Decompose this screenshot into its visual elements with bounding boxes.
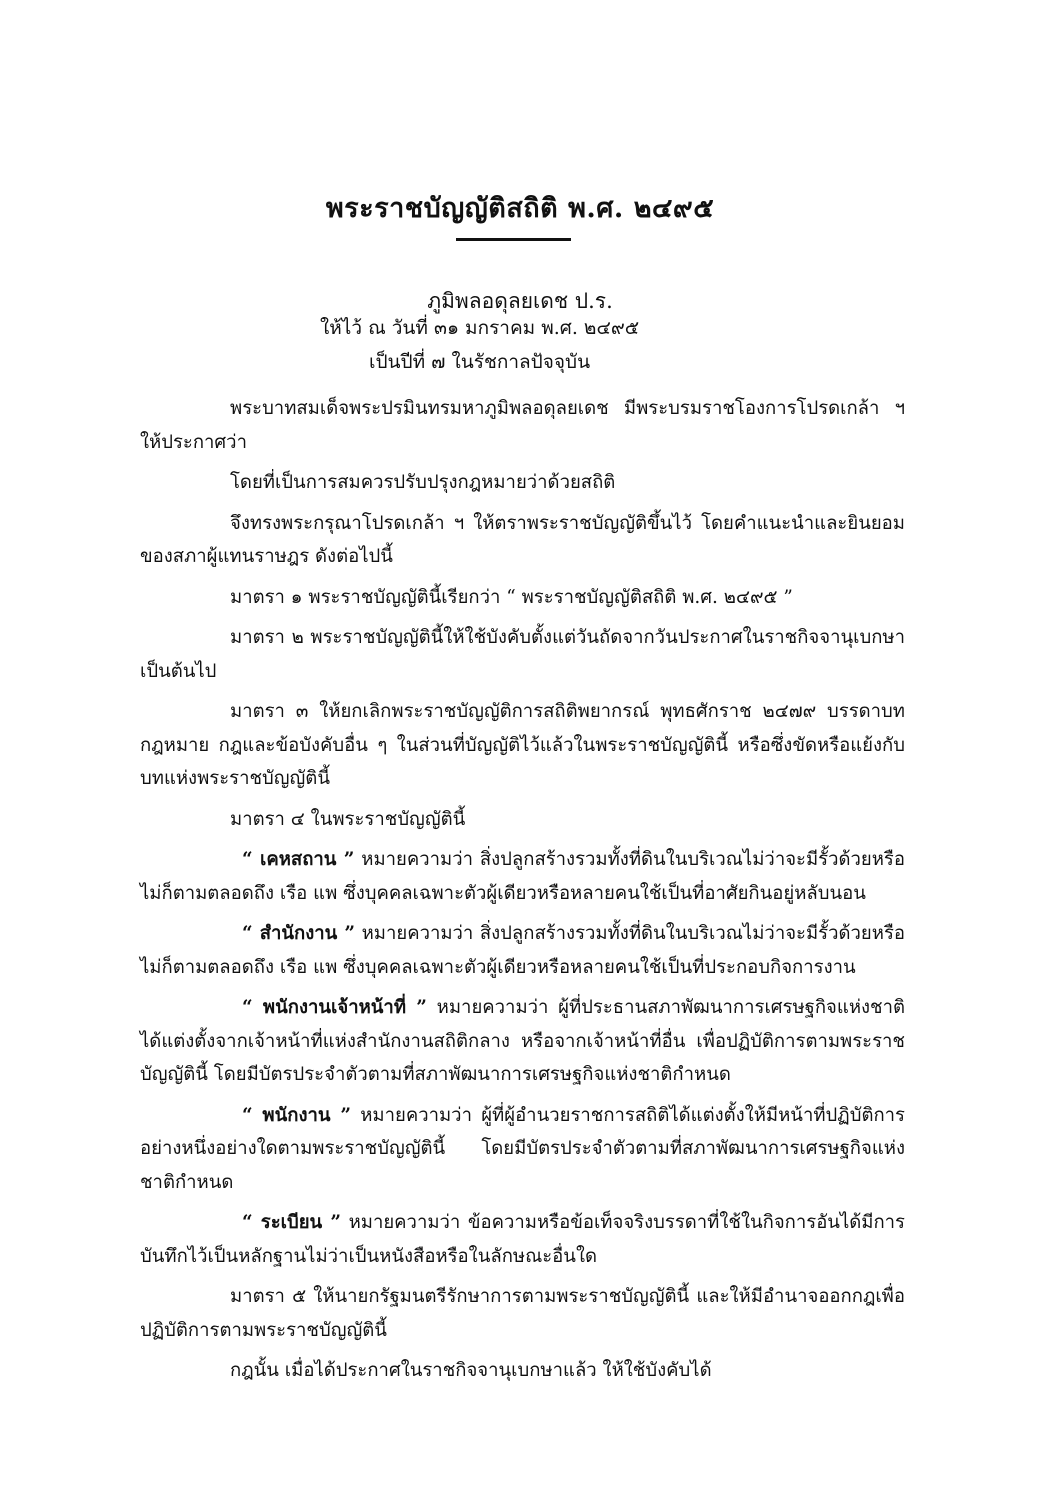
royal-signature: ภูมิพลอดุลยเดช ป.ร. xyxy=(427,289,613,313)
definition-competent-official xyxy=(140,991,905,1092)
definition-office xyxy=(140,917,905,984)
section-4: มาตรา ๔ ในพระราชบัญญัตินี้ xyxy=(230,808,466,830)
definition-term: “ เคหสถาน ” xyxy=(242,849,355,870)
definition-officer xyxy=(140,1099,905,1200)
section-5-rules: กฎนั้น เมื่อได้ประกาศในราชกิจจานุเบกษาแล้ว ให้ใช้บังคับได้ xyxy=(230,1360,712,1381)
definition-term: “ สำนักงาน ” xyxy=(242,923,356,944)
section-2: มาตรา ๒ พระราชบัญญัตินี้ให้ใช้บังคับตั้งแต่วันถัดจากวันประกาศในราชกิจจานุเบกษาเป็นต้นไป xyxy=(140,627,905,682)
preamble-paragraph: โดยที่เป็นการสมควรปรับปรุงกฎหมายว่าด้วยสถิติ xyxy=(230,472,616,493)
proclamation-paragraph: พระบาทสมเด็จพระปรมินทรมหาภูมิพลอดุลยเดช มีพระบรมราชโองการโปรดเกล้า ฯ ให้ประกาศว่า xyxy=(140,398,905,453)
definition-text: หมายความว่า ผู้ที่ประธานสภาพัฒนาการเศรษฐกิจแห่งชาติได้แต่งตั้งจากเจ้าหน้าที่แห่งสำนักงานสถิติกลาง หรือจากเจ้าหน้าที่อื่น เพื่อปฏิบัติการตามพระราชบัญญัตินี้ โดยมีบัตรประจำตัวตามที่สภาพัฒนาการเศรษฐกิจแห่งชาติกำหนด xyxy=(140,997,906,1085)
title-divider xyxy=(456,238,571,241)
definition-text: หมายความว่า ผู้ที่ผู้อำนวยราชการสถิติได้แต่งตั้งให้มีหน้าที่ปฏิบัติการอย่างหนึ่งอย่างใดตามพระราชบัญญัตินี้ โดยมีบัตรประจำตัวตามที่สภาพัฒนาการเศรษฐกิจแห่งชาติกำหนด xyxy=(140,1104,905,1193)
document-title: พระราชบัญญัติสถิติ พ.ศ. ๒๔๙๕ xyxy=(325,193,715,224)
definition-text: หมายความว่า สิ่งปลูกสร้างรวมทั้งที่ดินในบริเวณไม่ว่าจะมีรั้วด้วยหรือไม่ก็ตามตลอดถึง เรือ แพ ซึ่งบุคคลเฉพาะตัวผู้เดียวหรือหลายคนใช้เป็นที่อาศัยกินอยู่หลับนอน xyxy=(140,849,905,904)
definition-text: หมายความว่า สิ่งปลูกสร้างรวมทั้งที่ดินในบริเวณไม่ว่าจะมีรั้วด้วยหรือไม่ก็ตามตลอดถึง เรือ แพ ซึ่งบุคคลเฉพาะตัวผู้เดียวหรือหลายคนใช้เป็นที่ประกอบกิจการงาน xyxy=(140,923,905,978)
section-3: มาตรา ๓ ให้ยกเลิกพระราชบัญญัติการสถิติพยากรณ์ พุทธศักราช ๒๔๗๙ บรรดาบทกฎหมาย กฎและข้อบังคับอื่น ๆ ในส่วนที่บัญญัติไว้แล้วในพระราชบัญญัตินี้ หรือซึ่งขัดหรือแย้งกับบทแห่งพระราชบัญญัตินี้ xyxy=(140,701,905,789)
document-body xyxy=(140,392,905,1395)
enactment-paragraph: จึงทรงพระกรุณาโปรดเกล้า ฯ ให้ตราพระราชบัญญัติขึ้นไว้ โดยคำแนะนำและยินยอมของสภาผู้แทนราษฎร ดังต่อไปนี้ xyxy=(140,512,905,567)
section-5: มาตรา ๕ ให้นายกรัฐมนตรีรักษาการตามพระราชบัญญัตินี้ และให้มีอำนาจออกกฎเพื่อปฏิบัติการตามพระราชบัญญัตินี้ xyxy=(140,1286,905,1341)
section-1: มาตรา ๑ พระราชบัญญัตินี้เรียกว่า “ พระราชบัญญัติสถิติ พ.ศ. ๒๔๙๕ ” xyxy=(230,586,793,608)
definition-text: หมายความว่า ข้อความหรือข้อเท็จจริงบรรดาที่ใช้ในกิจการอันได้มีการบันทึกไว้เป็นหลักฐานไม่ว่าเป็นหนังสือหรือในลักษณะอื่นใด xyxy=(140,1212,905,1267)
definition-term: “ พนักงาน ” xyxy=(242,1104,351,1126)
reign-year: เป็นปีที่ ๗ ในรัชกาลปัจจุบัน xyxy=(369,351,591,373)
definition-term: “ พนักงานเจ้าหน้าที่ ” xyxy=(242,997,427,1018)
definition-dwelling xyxy=(140,843,905,910)
definition-term: “ ระเบียน ” xyxy=(242,1212,341,1233)
given-date: ให้ไว้ ณ วันที่ ๓๑ มกราคม พ.ศ. ๒๔๙๕ xyxy=(320,317,640,339)
definition-record xyxy=(140,1206,905,1273)
